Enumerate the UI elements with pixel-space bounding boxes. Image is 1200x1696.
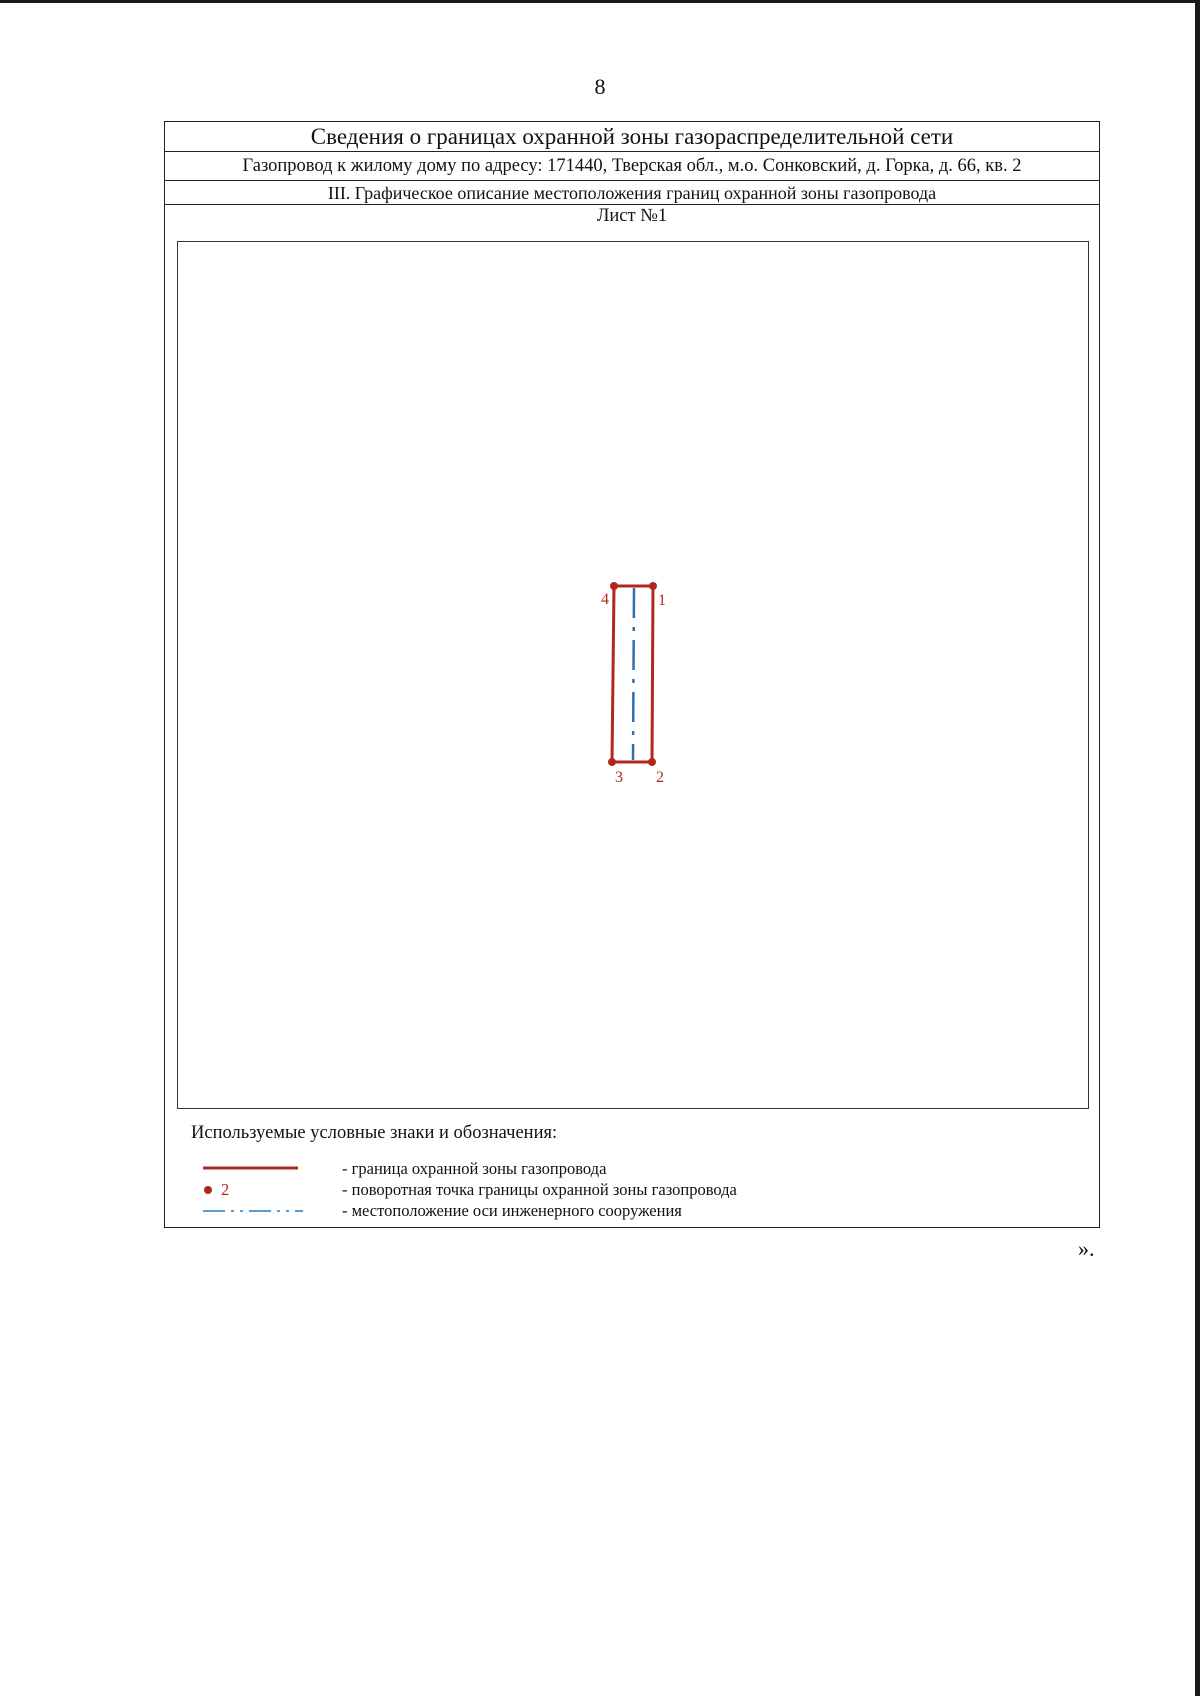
- axis-line-icon: [203, 1201, 303, 1221]
- boundary-line-icon: [203, 1159, 303, 1179]
- legend-item-boundary: [165, 1159, 1099, 1179]
- legend-label-axis: - местоположение оси инженерного сооружения: [342, 1201, 682, 1220]
- page-number: 8: [594, 74, 606, 99]
- turning-point-label-1: 1: [658, 592, 666, 609]
- document-frame: [164, 121, 1100, 1228]
- scan-edge-top: [0, 0, 1200, 3]
- boundary-diagram: [178, 242, 1088, 1108]
- turning-point-2: [648, 758, 656, 766]
- legend-item-axis: [165, 1201, 1099, 1221]
- legend-label-turning-point: - поворотная точка границы охранной зоны газопровода: [342, 1180, 737, 1199]
- turning-point-label-3: 3: [615, 769, 623, 786]
- legend-point-number: 2: [221, 1180, 230, 1199]
- object-description: Газопровод к жилому дому по адресу: 171440, Тверская обл., м.о. Сонковский, д. Горка, д. 66, кв. 2: [165, 152, 1099, 181]
- turning-point-label-4: 4: [601, 591, 609, 608]
- turning-point-label-2: 2: [656, 769, 664, 786]
- scan-edge-right: [1195, 0, 1200, 1696]
- turning-point-1: [649, 582, 657, 590]
- map-area: [177, 241, 1089, 1109]
- document-title: Сведения о границах охранной зоны газораспределительной сети: [165, 122, 1099, 152]
- legend-title: Используемые условные знаки и обозначения:: [191, 1123, 558, 1143]
- closing-quote: ».: [1078, 1236, 1095, 1261]
- section-heading: III. Графическое описание местоположения границ охранной зоны газопровода: [165, 181, 1099, 205]
- sheet-label: Лист №1: [596, 206, 668, 226]
- turning-point-4: [610, 582, 618, 590]
- turning-point-3: [608, 758, 616, 766]
- legend-item-turning-point: [165, 1180, 1099, 1200]
- pipeline-axis-line: [633, 588, 634, 760]
- legend-label-boundary: - граница охранной зоны газопровода: [342, 1159, 607, 1178]
- protection-zone-boundary: [612, 586, 653, 762]
- turning-point-icon: [203, 1180, 303, 1200]
